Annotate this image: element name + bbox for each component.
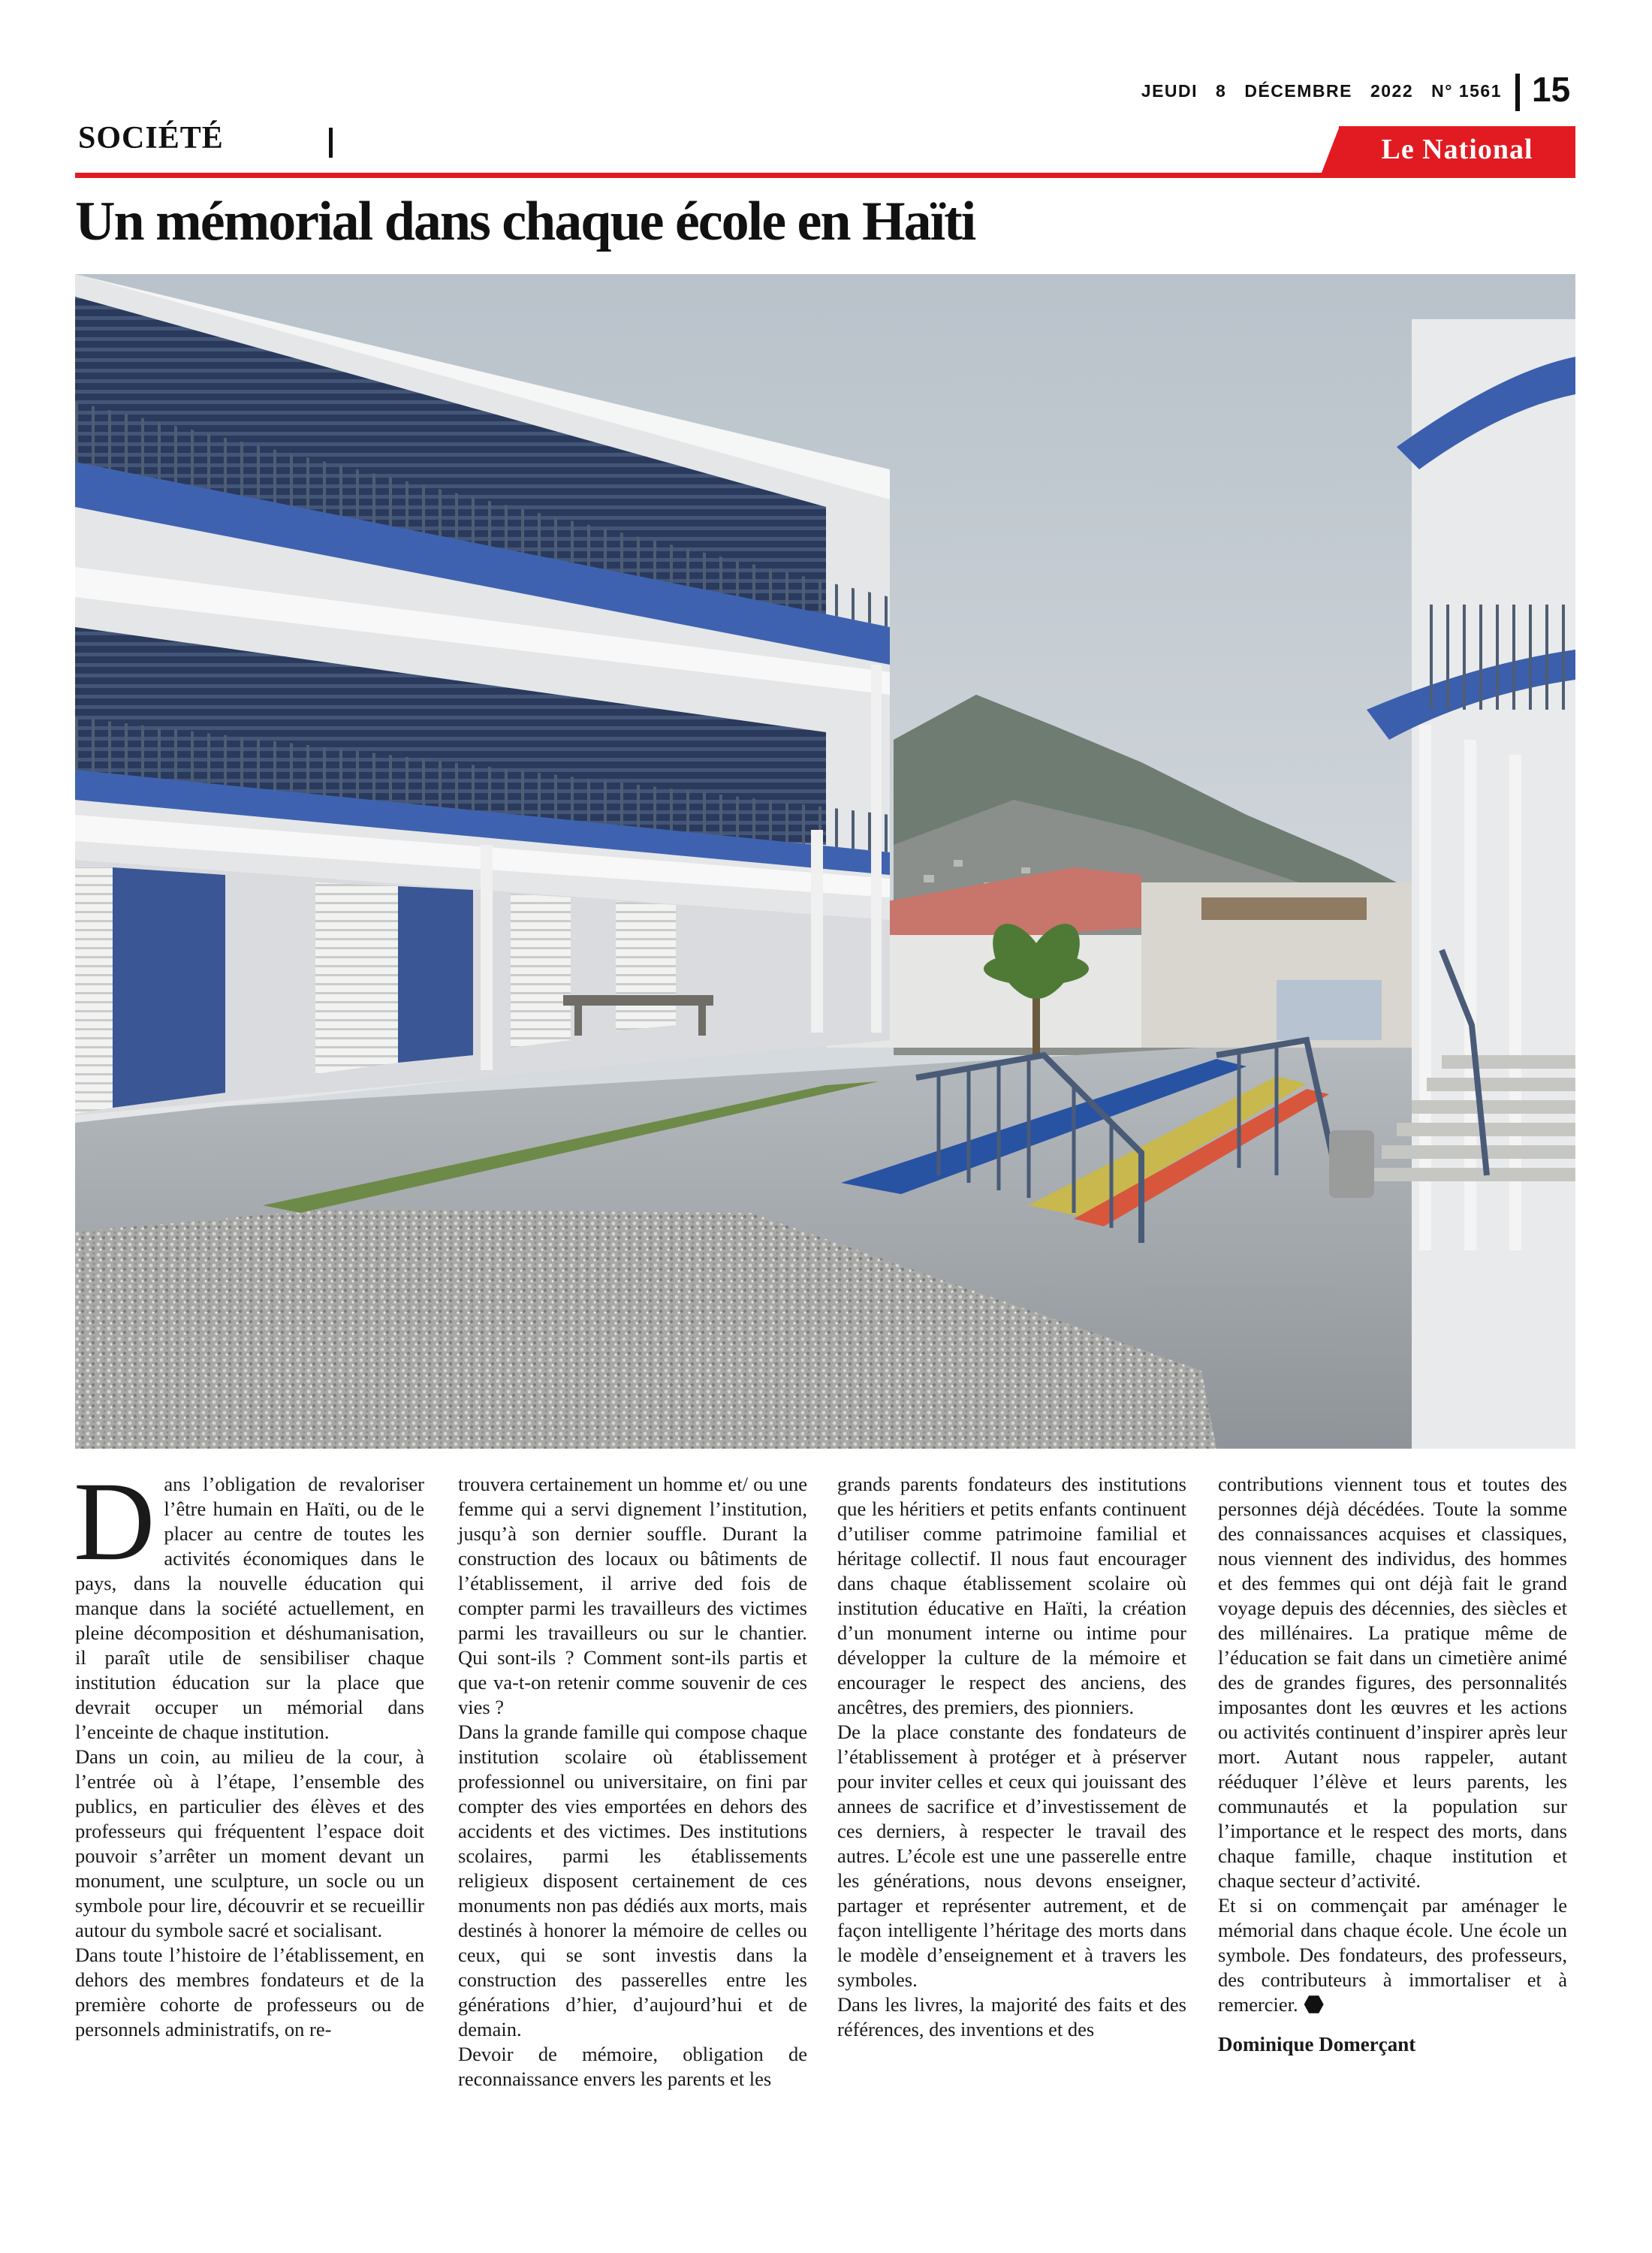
issue-date-number: 8 <box>1216 81 1227 101</box>
issue-date-line <box>1081 81 1502 101</box>
paragraph: Dans la grande famille qui compose chaque institution scolaire où établissement professionnel ou universitaire, on fini par compter des vies emportées en dehors des accidents et des victimes. Des institutions scolaires, parmi les établissements religieux disposent certainement de ces monuments non pas dédiés aux morts, mais destinés à honorer la mémoire de celles ou ceux, qui se sont investis dans la construction des passerelles entre les générations d’hier, d’aujourd’hui et de demain. <box>458 1721 807 2040</box>
section-label: SOCIÉTÉ <box>78 121 224 155</box>
paragraph <box>74 1459 424 1745</box>
paragraph: Devoir de mémoire, obligation de reconnaissance envers les parents et les <box>458 2043 807 2090</box>
paragraph: Dans les livres, la majorité des faits et des références, des inventions et des <box>837 1993 1186 2040</box>
paragraph-text: ans l’obligation de revaloriser l’être humain en Haïti, ou de le placer au centre de toutes les activités économiques dans le pays, dans la nouvelle éducation qui manque dans la société actuellement, en pleine décomposition et déshumanisation, il paraît utile de sensibiliser chaque institution éducation sur la place que devrait occuper un mémorial dans l’enceinte de chaque institution. <box>75 1473 424 1743</box>
paragraph: Dans un coin, au milieu de la cour, à l’entrée où à l’étape, l’ensemble des publics, en particulier des élèves et des professeurs qui fréquentent l’espace doit pouvoir s’arrêter un moment devant un monument, une sculpture, un socle ou un symbole pour lire, découvrir et se recueillir autour du symbole sacré et socialisant. <box>75 1745 424 1941</box>
paragraph: Dans toute l’histoire de l’établissement, en dehors des membres fondateurs et de la première cohorte de professeurs ou de personnels administratifs, on re- <box>75 1944 424 2040</box>
article-column-2 <box>458 1472 807 2092</box>
issue-number: N° 1561 <box>1431 81 1502 101</box>
section-divider <box>329 128 333 158</box>
dropcap-letter: D <box>74 1459 155 1584</box>
article-end-mark-icon <box>1304 1995 1324 2014</box>
page-number: 15 <box>1532 70 1571 109</box>
paragraph <box>1218 1893 1567 2017</box>
paragraph: trouvera certainement un homme et/ ou une femme qui a servi dignement l’institution, jusqu’à son dernier souffle. Durant la construction des locaux ou bâtiments de l’établissement, il arrive ded fois de compter parmi les travailleurs des victimes parmi les travailleurs ou sur le chantier. Qui sont-ils ? Comment sont-ils partis et que va-t-on retenir comme souvenir de ces vies ? <box>458 1473 807 1718</box>
issue-year: 2022 <box>1370 81 1414 101</box>
brand-band-slant <box>1322 126 1340 173</box>
paragraph-text: Et si on commençait par aménager le mémorial dans chaque école. Une école un symbole. Des fondateurs, des professeurs, des contributeurs à immortaliser et à remercier. <box>1218 1894 1567 2016</box>
author-byline: Dominique Domerçant <box>1218 2033 1416 2055</box>
paragraph: contributions viennent tous et toutes des personnes déjà décédées. Toute la somme des connaissances acquises et classiques, nous viennent des individus, des hommes et des femmes qui ont déjà fait le grand voyage depuis des décennies, des siècles et des millénaires. La pratique même de l’éducation se fait dans un cimetière animé des de grandes figures, des personnalités imposantes dont les œuvres et les actions ou activités continuent d’inspirer après leur mort. Autant nous rappeler, autant rééduquer l’élève et leurs parents, les communautés et la population sur l’importance et le respect des morts, dans chaque famille, chaque institution et chaque secteur d’activité. <box>1218 1473 1567 1892</box>
article-column-3 <box>837 1472 1186 2042</box>
paragraph: grands parents fondateurs des institutions que les héritiers et petits enfants continuent d’utiliser comme patrimoine familial et héritage collectif. Il nous faut encourager dans chaque établissement scolaire où institution éducative en Haïti, la création d’un monument interne ou intime pour développer la culture de la mémoire et encourager le respect des anciens, des ancêtres, des premiers, des pionniers. <box>837 1473 1186 1718</box>
newspaper-brand: Le National <box>1381 134 1533 165</box>
header-rule <box>75 173 1575 178</box>
article-column-1 <box>74 1459 424 2042</box>
article-column-4 <box>1218 1472 1567 2057</box>
article-headline: Un mémorial dans chaque école en Haïti <box>75 191 975 252</box>
page-number-divider <box>1515 74 1520 111</box>
issue-day: JEUDI <box>1141 81 1198 101</box>
school-courtyard-photo <box>75 274 1575 1449</box>
issue-month: DÉCEMBRE <box>1244 81 1352 101</box>
paragraph: De la place constante des fondateurs de l’établissement à protéger et à préserver pour inviter celles et ceux qui jouissant des annees de sacrifice et d’investissement de ces derniers, à respecter le travail des autres. L’école est une une passerelle entre les générations, nous devons enseigner, partager et représenter autrement, et de façon intelligente l’héritage des morts dans le modèle d’enseignement et à travers les symboles. <box>837 1721 1186 1991</box>
